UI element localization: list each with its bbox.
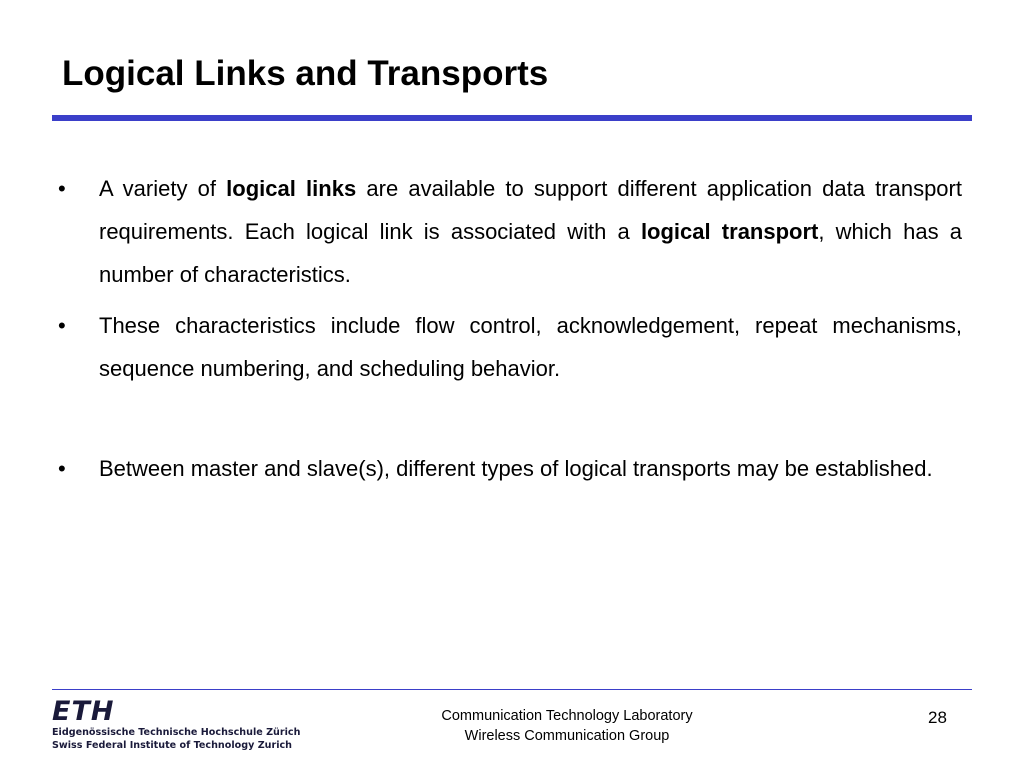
bullet-text: These characteristics include flow control, acknowledgement, repeat mechanisms, sequence numbering, and scheduling behavior.: [99, 313, 962, 381]
bullet-item: [58, 304, 962, 390]
bullet-marker: •: [58, 176, 66, 201]
bullet-text: Between master and slave(s), different types of logical transports may be established.: [99, 456, 933, 481]
slide-title: Logical Links and Transports: [62, 54, 549, 93]
eth-logo-mark: ETH: [52, 696, 115, 727]
bullet-text: A variety of: [99, 176, 227, 201]
bullet-marker: •: [58, 313, 66, 338]
eth-logo-name-german: Eidgenössische Technische Hochschule Zürich: [52, 727, 301, 738]
footer-group-name: Wireless Communication Group: [464, 728, 670, 744]
bullet-item: [58, 447, 962, 490]
bullet-text: are available to support different application data transport requirements. Each logical link is associated with a: [99, 176, 962, 244]
page-number: 28: [928, 708, 947, 727]
footer-lab-info: [392, 706, 742, 746]
bullet-marker: •: [58, 456, 66, 481]
eth-logo: [52, 696, 301, 752]
bullet-item: [58, 167, 962, 296]
bullet-text: , which has a number of characteristics.: [99, 219, 962, 287]
footer-divider: [52, 689, 972, 690]
eth-logo-name-english: Swiss Federal Institute of Technology Zurich: [52, 740, 293, 751]
slide-content: [58, 167, 962, 490]
footer-lab-name: Communication Technology Laboratory: [441, 708, 693, 724]
title-divider: [52, 115, 972, 121]
bullet-emphasis: logical links: [226, 176, 357, 201]
bullet-emphasis: logical transport: [640, 219, 819, 244]
